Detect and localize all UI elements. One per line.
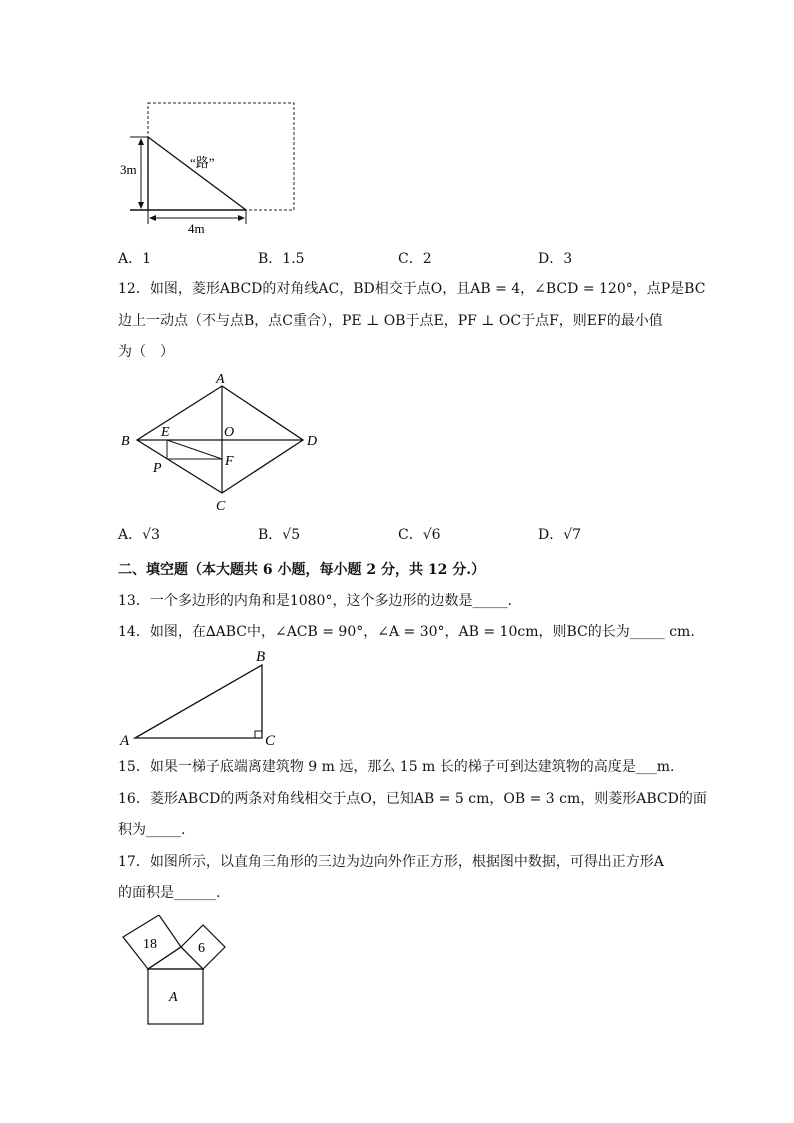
q17-label-18: 18 — [143, 937, 157, 952]
q11-figure — [110, 95, 310, 240]
q13-text: 13．一个多边形的内角和是1080°，这个多边形的边数是_____. — [118, 593, 512, 609]
q11-label-4m: 4m — [188, 221, 205, 236]
q11-option-a: A．1 — [118, 251, 152, 267]
q12-label-o: O — [224, 425, 235, 440]
q17-label-a: A — [169, 990, 178, 1005]
q12-option-d: D．√7 — [538, 527, 582, 543]
q12-label-b: B — [121, 434, 130, 449]
q14-text: 14．如图，在∆ABC中，∠ACB = 90°，∠A = 30°，AB = 10cm，则BC的长为_____ cm. — [118, 624, 695, 640]
q11-option-c: C．2 — [398, 251, 432, 267]
q12-line-3: 为（ ） — [118, 344, 174, 360]
q14-figure — [115, 645, 290, 755]
q17-label-6: 6 — [198, 941, 205, 956]
q12-label-d: D — [307, 434, 318, 449]
q11-dashed-rect — [148, 103, 294, 210]
q17-line-2: 的面积是______. — [118, 885, 221, 901]
q12-label-a: A — [216, 372, 225, 387]
q12-option-b: B．√5 — [258, 527, 301, 543]
q16-line-2: 积为_____. — [118, 822, 186, 838]
q12-line-1: 12．如图，菱形ABCD的对角线AC，BD相交于点O，且AB = 4，∠BCD = 120°，点P是BC — [118, 281, 706, 297]
section-2-title: 二、填空题（本大题共 6 小题，每小题 2 分，共 12 分.） — [118, 562, 486, 578]
q12-figure — [115, 368, 330, 516]
q11-hypotenuse — [148, 137, 246, 210]
q12-segment-ef — [167, 440, 222, 459]
q17-figure — [115, 915, 240, 1030]
q14-right-angle-mark — [255, 731, 262, 738]
q12-label-c: C — [216, 499, 226, 514]
q14-label-b: B — [256, 649, 266, 665]
q12-label-f: F — [225, 454, 234, 469]
q11-label-3m: 3m — [120, 162, 137, 177]
q17-line-1: 17．如图所示，以直角三角形的三边为边向外作正方形，根据图中数据，可得出正方形A — [118, 854, 664, 870]
q11-label-road: “路” — [190, 155, 215, 170]
q12-option-a: A．√3 — [118, 527, 160, 543]
q15-text: 15．如果一梯子底端离建筑物 9 m 远，那么 15 m 长的梯子可到达建筑物的高度是___m. — [118, 759, 675, 775]
q14-label-c: C — [265, 733, 276, 749]
q12-label-p: P — [153, 461, 162, 476]
q16-line-1: 16．菱形ABCD的两条对角线相交于点O，已知AB = 5 cm，OB = 3 cm，则菱形ABCD的面 — [118, 791, 707, 807]
q11-option-b: B．1.5 — [258, 251, 305, 267]
q14-triangle — [135, 665, 262, 738]
q12-option-c: C．√6 — [398, 527, 441, 543]
q11-option-d: D．3 — [538, 251, 573, 267]
q12-line-2: 边上一动点（不与点B，点C重合），PE ⊥ OB于点E，PF ⊥ OC于点F，则EF的最小值 — [118, 313, 663, 329]
q12-label-e: E — [161, 425, 170, 440]
q14-label-a: A — [120, 733, 130, 749]
